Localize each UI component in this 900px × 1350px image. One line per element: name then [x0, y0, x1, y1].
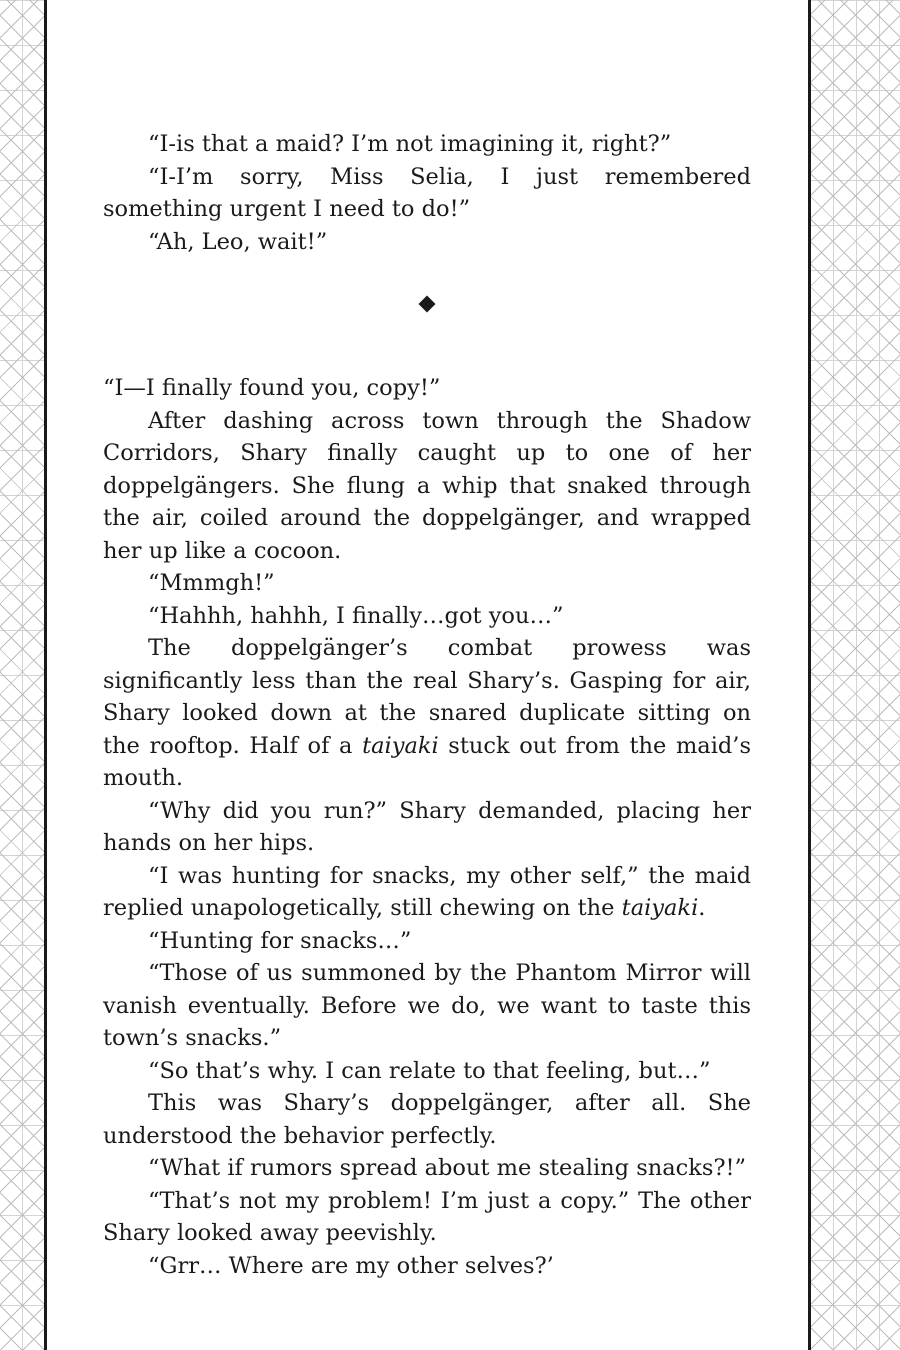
- paragraph: “I-I’m sorry, Miss Selia, I just remembered something urgent I need to do!”: [103, 163, 751, 222]
- paragraph: “Ah, Leo, wait!”: [148, 228, 328, 255]
- paragraph: “I-is that a maid? I’m not imagining it, right?”: [148, 131, 672, 157]
- left-decorative-border: [0, 0, 45, 1350]
- paragraph: “So that’s why. I can relate to that feeling, but…”: [148, 1057, 711, 1084]
- paragraph-text: .: [698, 895, 706, 921]
- paragraph: “Hahhh, hahhh, I finally…got you…”: [148, 602, 564, 629]
- paragraph: “I—I finally found you, copy!”: [103, 375, 441, 401]
- paragraph: “Grr… Where are my other selves?’: [148, 1252, 554, 1279]
- paragraph: “Those of us summoned by the Phantom Mirror will vanish eventually. Before we do, we want to taste this town’s snacks.”: [103, 960, 751, 1051]
- left-border-rule: [44, 0, 47, 1350]
- page-text: [103, 128, 751, 1282]
- paragraph: After dashing across town through the Shadow Corridors, Shary finally caught up to one of her doppelgängers. She flung a whip that snaked through the air, coiled around the doppelgänger, and wrapped her up like a cocoon.: [103, 407, 751, 564]
- paragraph: [103, 860, 751, 925]
- right-border-rule: [808, 0, 811, 1350]
- right-decorative-border: [811, 0, 900, 1350]
- paragraph-text: “I was hunting for snacks, my other self,” the maid replied unapologetically, still chewing on the: [103, 862, 751, 921]
- italic-term: taiyaki: [621, 895, 699, 921]
- paragraph-text: The doppelgänger’s combat prowess was significantly less than the real Shary’s. Gasping for air, Shary looked down at the snared duplicate sitting on the rooftop. Half of a: [103, 635, 751, 759]
- paragraph: This was Shary’s doppelgänger, after all. She understood the behavior perfectly.: [103, 1090, 751, 1149]
- paragraph: “What if rumors spread about me stealing snacks?!”: [148, 1155, 747, 1181]
- paragraph-text: stuck out from the maid’s mouth.: [103, 732, 751, 791]
- paragraph: “That’s not my problem! I’m just a copy.” The other Shary looked away peevishly.: [103, 1187, 751, 1246]
- paragraph: “Mmmgh!”: [148, 570, 275, 596]
- diamond-icon: [419, 296, 436, 313]
- paragraph: “Why did you run?” Shary demanded, placing her hands on her hips.: [103, 797, 751, 856]
- scene-break: [103, 258, 751, 372]
- paragraph: [103, 632, 751, 795]
- paragraph: “Hunting for snacks…”: [148, 927, 412, 954]
- italic-term: taiyaki: [362, 732, 439, 759]
